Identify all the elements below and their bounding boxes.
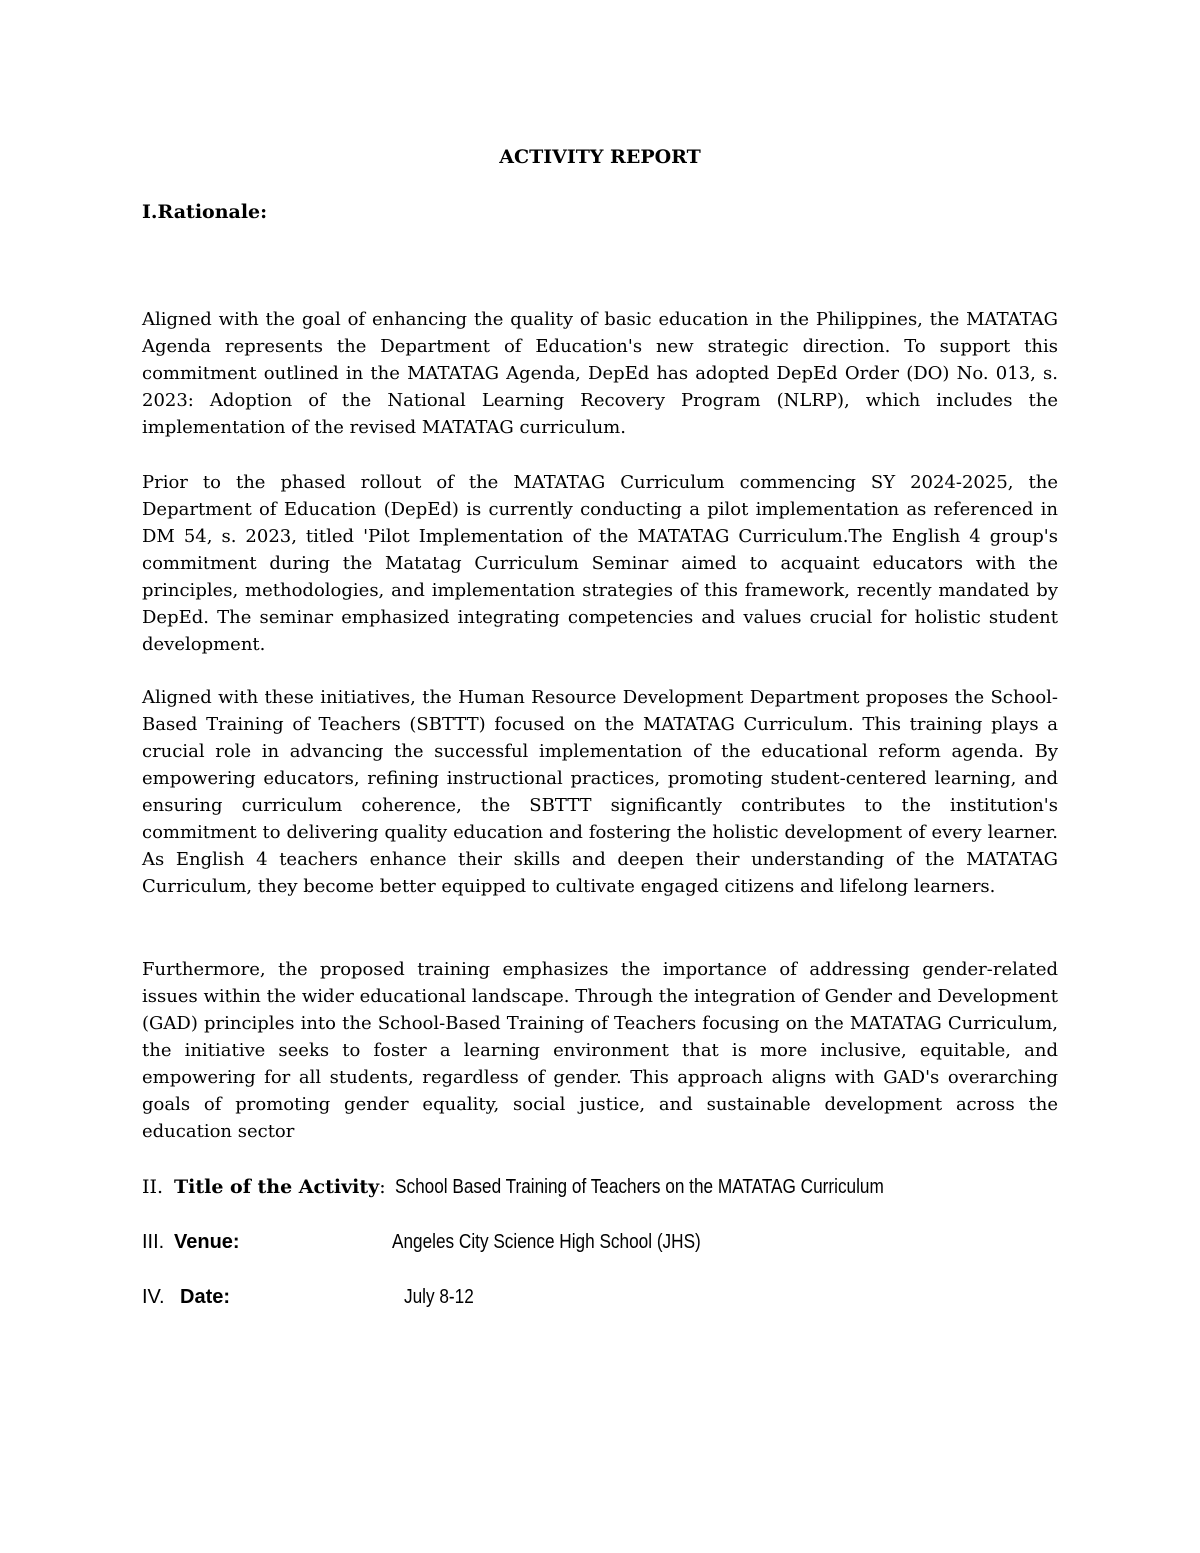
activity-title-number: II. — [142, 1176, 164, 1198]
activity-title-colon: : — [379, 1176, 386, 1198]
rationale-paragraph-2: Prior to the phased rollout of the MATATAG Curriculum commencing SY 2024-2025, the Department of Education (DepEd) is currently conducting a pilot implementation as referenced in DM 54, s. 2023, titled 'Pilot Implementation of the MATATAG Curriculum.The English 4 group's commitment during the Matatag Curriculum Seminar aimed to acquaint educators with the principles, methodologies, and implementation strategies of this framework, recently mandated by DepEd. The seminar emphasized integrating competencies and values crucial for holistic student development. — [142, 472, 1058, 655]
activity-title-label — [174, 1173, 386, 1201]
date-value: July 8-12 — [404, 1286, 474, 1308]
venue-number: III. — [142, 1231, 165, 1253]
rationale-heading: I.Rationale: — [142, 201, 268, 223]
venue-value: Angeles City Science High School (JHS) — [392, 1231, 701, 1253]
rationale-paragraph-3: Aligned with these initiatives, the Human Resource Development Department proposes the School-Based Training of Teachers (SBTTT) focused on the MATATAG Curriculum. This training plays a crucial role in advancing the successful implementation of the educational reform agenda. By empowering educators, refining instructional practices, promoting student-centered learning, and ensuring curriculum coherence, the SBTTT significantly contributes to the institution's commitment to delivering quality education and fostering the holistic development of every learner. As English 4 teachers enhance their skills and deepen their understanding of the MATATAG Curriculum, they become better equipped to cultivate engaged citizens and lifelong learners. — [142, 687, 1058, 897]
activity-title-value: School Based Training of Teachers on the MATATAG Curriculum — [395, 1176, 884, 1198]
rationale-paragraph-4: Furthermore, the proposed training emphasizes the importance of addressing gender-related issues within the wider educational landscape. Through the integration of Gender and Development (GAD) principles into the School-Based Training of Teachers focusing on the MATATAG Curriculum, the initiative seeks to foster a learning environment that is more inclusive, equitable, and empowering for all students, regardless of gender. This approach aligns with GAD's overarching goals of promoting gender equality, social justice, and sustainable development across the education sector — [142, 959, 1058, 1142]
date-label: Date: — [180, 1286, 231, 1308]
venue-label: Venue: — [174, 1231, 240, 1253]
rationale-paragraph-1: Aligned with the goal of enhancing the quality of basic education in the Philippines, the MATATAG Agenda represents the Department of Education's new strategic direction. To support this commitment outlined in the MATATAG Agenda, DepEd has adopted DepEd Order (DO) No. 013, s. 2023: Adoption of the National Learning Recovery Program (NLRP), which includes the implementation of the revised MATATAG curriculum. — [142, 309, 1058, 438]
date-number: IV. — [142, 1286, 165, 1308]
activity-title-label-text: Title of the Activity — [174, 1176, 380, 1198]
document-title: ACTIVITY REPORT — [499, 146, 701, 168]
